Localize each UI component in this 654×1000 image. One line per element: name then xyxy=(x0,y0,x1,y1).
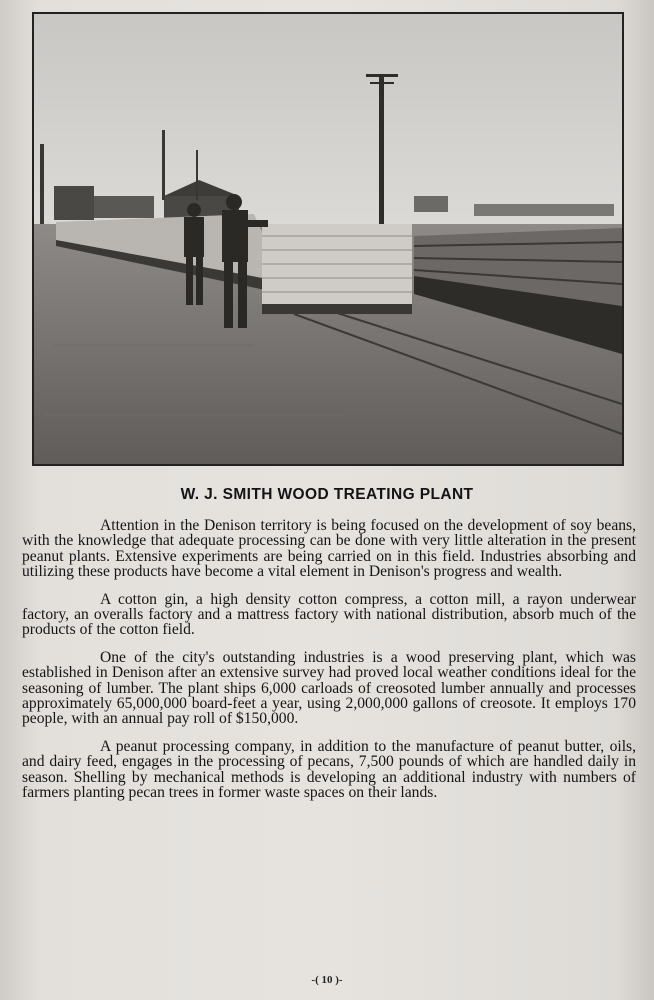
paragraph-cotton: A cotton gin, a high density cotton compress, a cotton mill, a rayon underwear factory, an overalls factory and a mattress factory with national distribution, absorb much of the products of the cotton field. xyxy=(22,590,636,639)
paragraph-peanut-processing: A peanut processing company, in addition to the manufacture of peanut butter, oils, and dairy feed, engages in the processing of pecans, 7,500 pounds of which are handled daily in season. Shelling by mechanical methods is developing an additional industry with numbers of farmers planting pecan trees in former waste spaces on their lands. xyxy=(22,737,636,802)
paragraph-wood-preserving: One of the city's outstanding industries is a wood preserving plant, which was established in Denison after an extensive survey had proved local weather conditions ideal for the seasoning of lumber. The plant ships 6,000 carloads of creosoted lumber annually and processes approximately 65,000,000 board-feet a year, using 2,000,000 gallons of creosote. It employs 170 people, with an annual pay roll of $150,000. xyxy=(22,648,636,728)
photo-caption: W. J. SMITH WOOD TREATING PLANT xyxy=(180,486,474,503)
railway-flatcars-with-lumber-photo xyxy=(32,12,624,466)
page-number: -( 10 )- xyxy=(311,974,343,986)
article-body xyxy=(22,518,636,813)
paragraph-soy-beans: Attention in the Denison territory is being focused on the development of soy beans, with the knowledge that adequate processing can be done with very little alteration in the present peanut plants. Extensive experiments are being carried on in this field. Industries absorbing and utilizing these products have become a vital element in Denison's progress and wealth. xyxy=(22,517,636,581)
